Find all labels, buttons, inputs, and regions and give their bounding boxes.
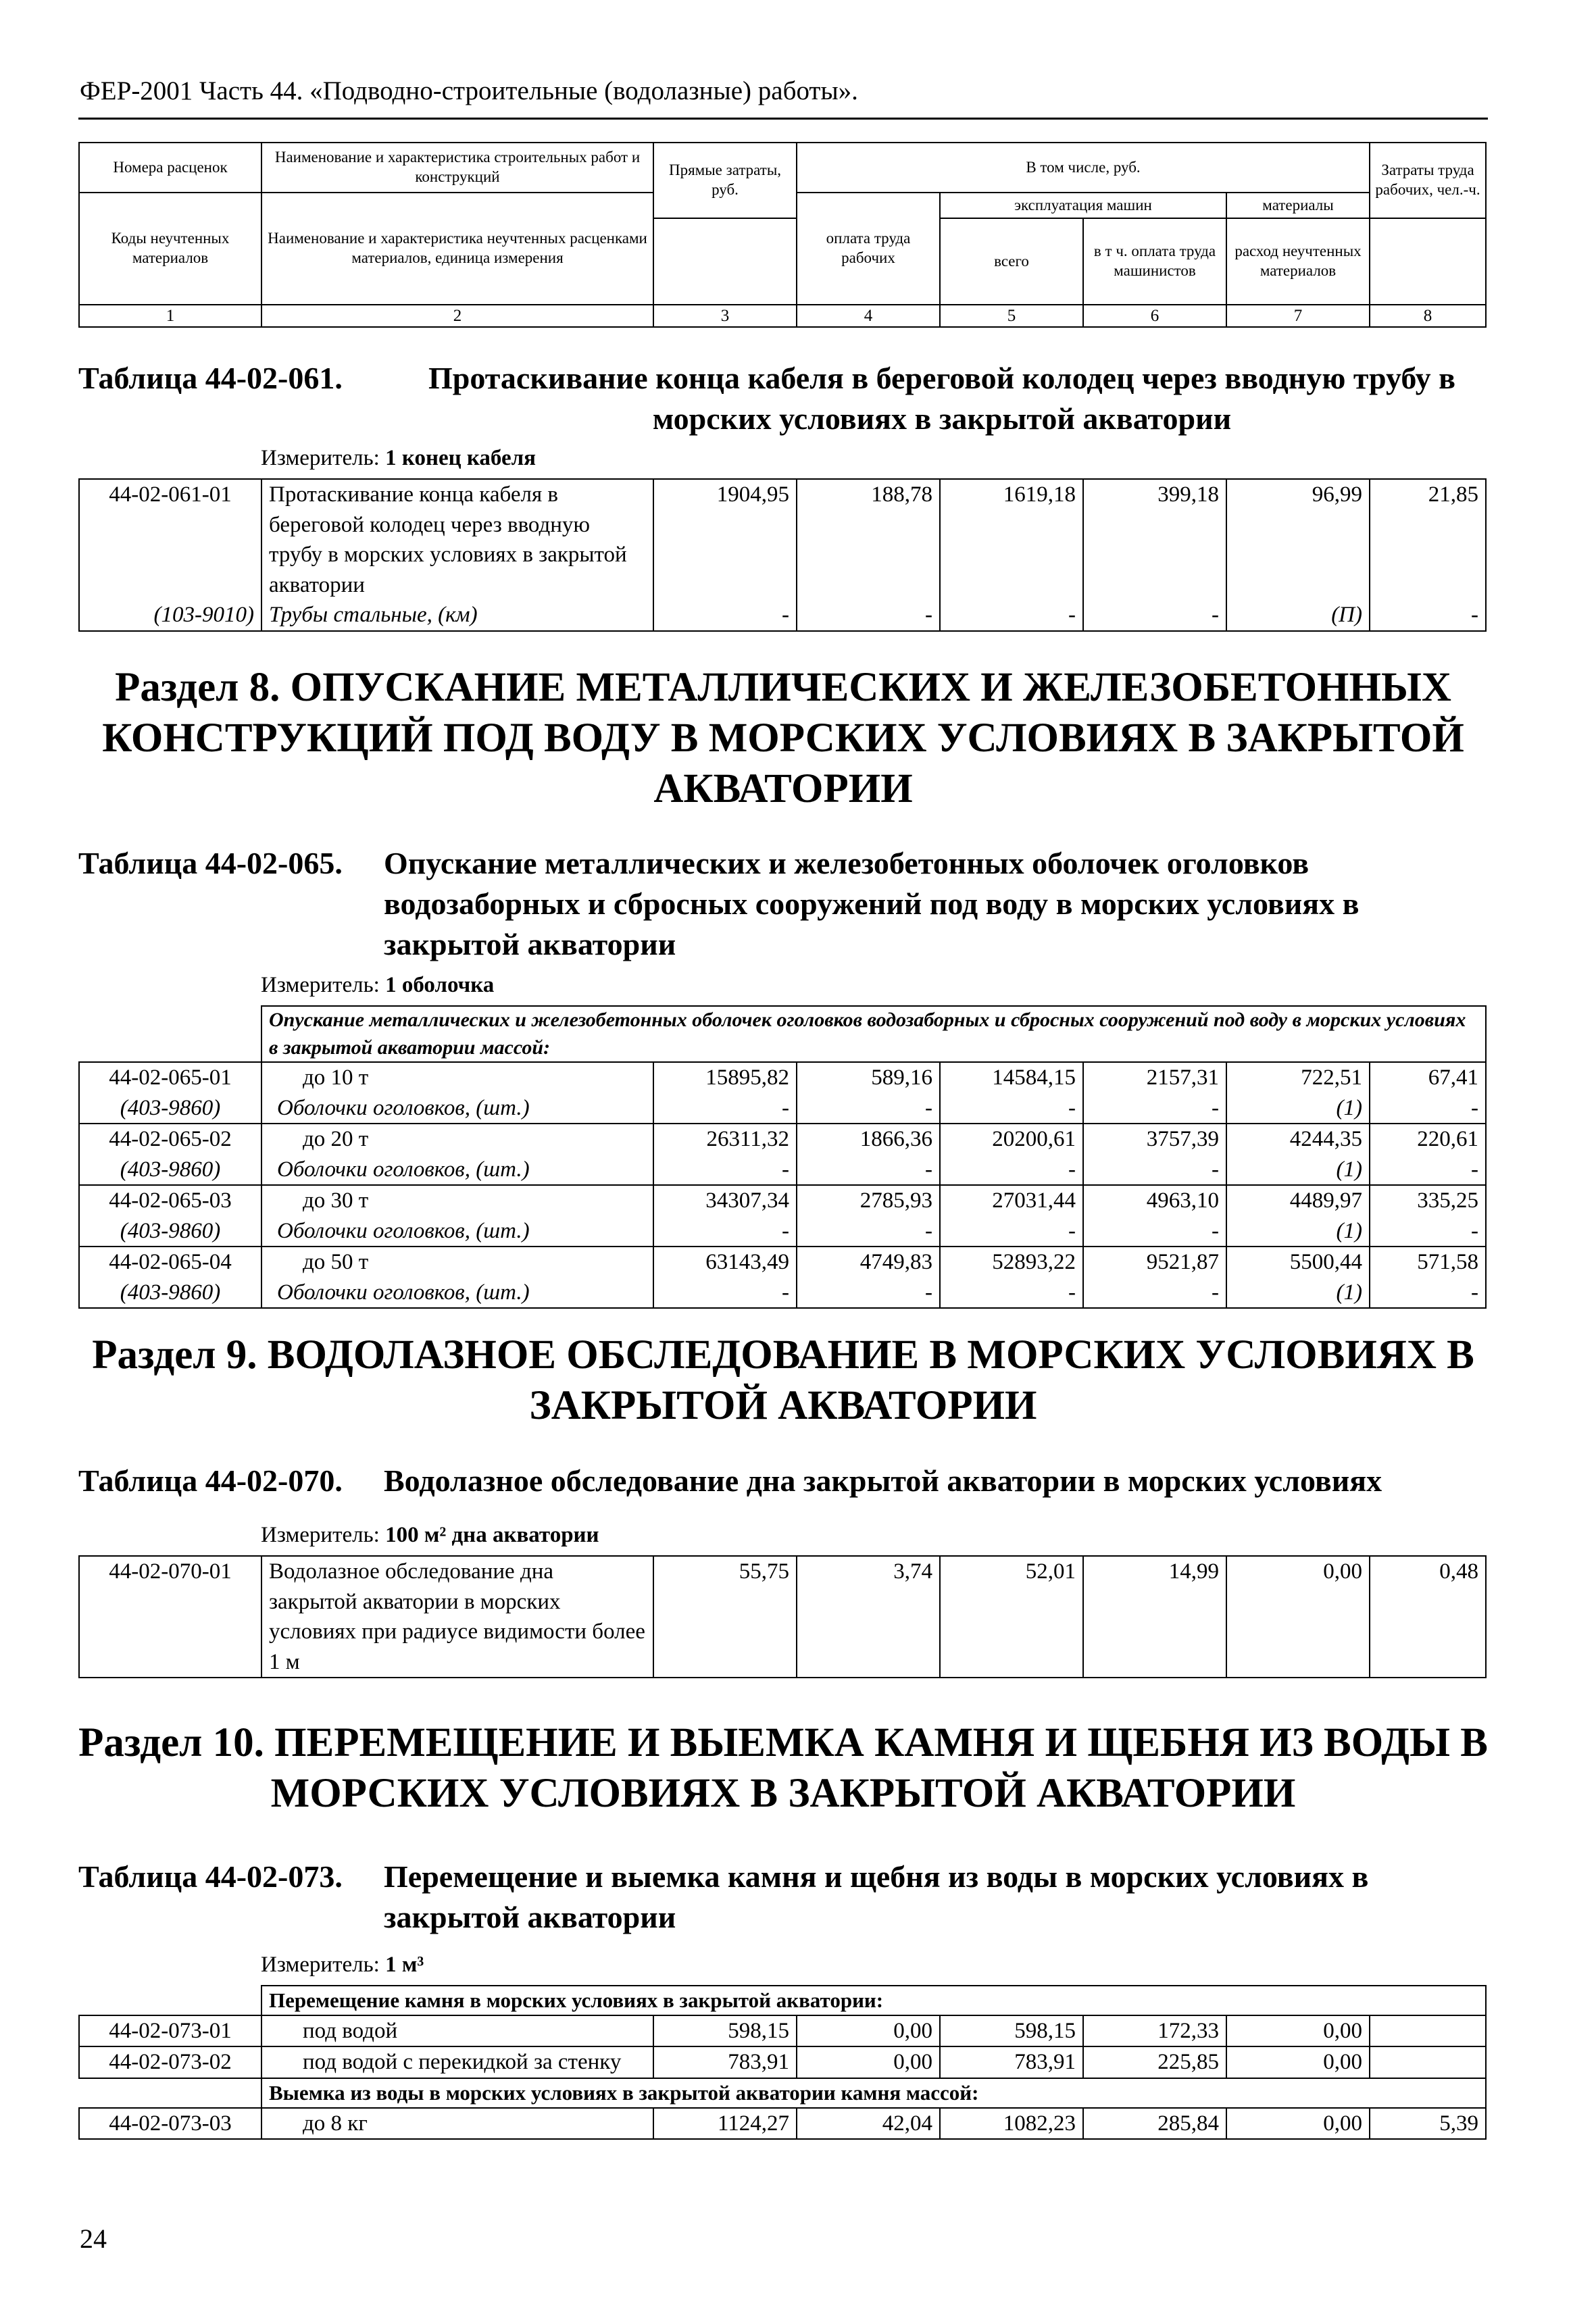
- table-row: [79, 1124, 1486, 1155]
- value-materials: (1): [1226, 1216, 1370, 1247]
- value-machinists: 4963,10: [1083, 1185, 1226, 1216]
- material-code: (403-9860): [79, 1216, 261, 1247]
- value-labor-costs: 335,25: [1370, 1185, 1486, 1216]
- value-machinists: -: [1083, 1155, 1226, 1186]
- material-code: (103-9010): [79, 600, 261, 631]
- column-number: 4: [797, 305, 940, 327]
- value-machines: 783,91: [940, 2046, 1083, 2078]
- table-065-title: Опускание металлических и железобетонных оболочек оголовков водозаборных и сбросных сооружений под воду в морских условиях в закрытой акватории: [384, 846, 1360, 961]
- value-machinists: 225,85: [1083, 2046, 1226, 2078]
- value-labor-pay: -: [797, 1155, 940, 1186]
- header-machinists: в т ч. оплата труда машинистов: [1083, 218, 1226, 305]
- column-header-table: [78, 142, 1487, 328]
- section-9-title: Раздел 9. ВОДОЛАЗНОЕ ОБСЛЕДОВАНИЕ В МОРСКИХ УСЛОВИЯХ В ЗАКРЫТОЙ АКВАТОРИИ: [92, 1332, 1474, 1429]
- value-machinists: 399,18: [1083, 479, 1226, 600]
- column-number: 1: [79, 305, 261, 327]
- value-labor-costs: 571,58: [1370, 1247, 1486, 1278]
- table-065: [78, 1005, 1487, 1309]
- table-row: [79, 2046, 1486, 2078]
- value-direct: 55,75: [653, 1556, 797, 1678]
- column-number: 5: [940, 305, 1083, 327]
- table-row: [79, 1247, 1486, 1278]
- value-materials: (1): [1226, 1093, 1370, 1124]
- value-labor-costs: -: [1370, 1093, 1486, 1124]
- table-073-caption: [78, 1857, 1491, 1938]
- value-labor-pay: -: [797, 1216, 940, 1247]
- header-machines: эксплуатация машин: [940, 193, 1226, 218]
- table-070-caption: [78, 1461, 1491, 1501]
- rate-code: 44-02-065-04: [79, 1247, 261, 1278]
- work-name: Протаскивание конца кабеля в береговой колодец через вводную трубу в морских условиях в закрытой акватории: [261, 479, 653, 600]
- measure-label: Измеритель:: [261, 973, 380, 997]
- value-labor-pay: 2785,93: [797, 1185, 940, 1216]
- work-name: Водолазное обследование дна закрытой акватории в морских условиях при радиусе видимости более 1 м: [261, 1556, 653, 1678]
- value-machines: 20200,61: [940, 1124, 1083, 1155]
- table-073: [78, 1985, 1487, 2140]
- value-machinists: 14,99: [1083, 1556, 1226, 1678]
- value-machines: -: [940, 1093, 1083, 1124]
- value-direct: -: [653, 1093, 797, 1124]
- table-061-title: Протаскивание конца кабеля в береговой колодец через вводную трубу в морских условиях в закрытой акватории: [428, 361, 1455, 436]
- measure-value: 100 м² дна акватории: [385, 1523, 599, 1547]
- value-machinists: -: [1083, 1093, 1226, 1124]
- table-073-label: Таблица 44-02-073.: [78, 1859, 343, 1894]
- material-name: Оболочки оголовков, (шт.): [261, 1155, 653, 1186]
- value-direct: -: [653, 600, 797, 631]
- value-machines: 14584,15: [940, 1062, 1083, 1093]
- header-materials: материалы: [1226, 193, 1370, 218]
- rate-code: 44-02-073-01: [79, 2015, 261, 2047]
- value-labor-pay: 0,00: [797, 2015, 940, 2047]
- table-row: [79, 1216, 1486, 1247]
- work-name: до 8 кг: [261, 2108, 653, 2140]
- value-labor-pay: -: [797, 1093, 940, 1124]
- table-061-measure: [261, 446, 536, 471]
- section-10-title: Раздел 10. ПЕРЕМЕЩЕНИЕ И ВЫЕМКА КАМНЯ И ЩЕБНЯ ИЗ ВОДЫ В МОРСКИХ УСЛОВИЯХ В ЗАКРЫТОЙ АКВАТОРИИ: [78, 1720, 1488, 1817]
- value-labor-pay: 3,74: [797, 1556, 940, 1678]
- work-name: до 30 т: [261, 1185, 653, 1216]
- value-machinists: 172,33: [1083, 2015, 1226, 2047]
- table-073-measure: [261, 1953, 424, 1978]
- value-materials: (1): [1226, 1155, 1370, 1186]
- value-labor-costs: -: [1370, 1278, 1486, 1309]
- value-machinists: 285,84: [1083, 2108, 1226, 2140]
- table-row: [79, 2015, 1486, 2047]
- measure-label: Измеритель:: [261, 1953, 380, 1977]
- table-065-body: [79, 1062, 1486, 1308]
- table-070-title: Водолазное обследование дна закрытой акватории в морских условиях: [384, 1463, 1382, 1498]
- value-labor-costs: [1370, 2046, 1486, 2078]
- work-name: под водой с перекидкой за стенку: [261, 2046, 653, 2078]
- value-labor-pay: 1866,36: [797, 1124, 940, 1155]
- section-8-title: Раздел 8. ОПУСКАНИЕ МЕТАЛЛИЧЕСКИХ И ЖЕЛЕЗОБЕТОННЫХ КОНСТРУКЦИЙ ПОД ВОДУ В МОРСКИХ УСЛОВИЯХ В ЗАКРЫТОЙ АКВАТОРИИ: [102, 665, 1464, 812]
- page-header: ФЕР-2001 Часть 44. «Подводно-строительные (водолазные) работы».: [80, 76, 858, 105]
- group-heading: Выемка из воды в морских условиях в закрытой акватории камня массой:: [261, 2078, 1486, 2108]
- column-number: 6: [1083, 305, 1226, 327]
- header-name-bottom: Наименование и характеристика неучтенных расценками материалов, единица измерения: [261, 193, 653, 305]
- page-number: 24: [80, 2223, 107, 2254]
- value-labor-costs: 21,85: [1370, 479, 1486, 600]
- value-machines: 27031,44: [940, 1185, 1083, 1216]
- material-name: Оболочки оголовков, (шт.): [261, 1278, 653, 1309]
- table-065-caption: [78, 843, 1491, 964]
- value-direct: -: [653, 1155, 797, 1186]
- value-machines: 598,15: [940, 2015, 1083, 2047]
- value-labor-costs: 0,48: [1370, 1556, 1486, 1678]
- table-061: [78, 478, 1487, 632]
- header-unaccounted: расход неучтенных материалов: [1226, 218, 1370, 305]
- header-direct-costs-cont: [653, 218, 797, 305]
- table-row: [79, 1093, 1486, 1124]
- header-labor-costs-cont: [1370, 218, 1486, 305]
- table-070-measure: [261, 1523, 599, 1548]
- value-machinists: -: [1083, 600, 1226, 631]
- table-065-label: Таблица 44-02-065.: [78, 846, 343, 880]
- value-direct: 26311,32: [653, 1124, 797, 1155]
- value-labor-pay: 4749,83: [797, 1247, 940, 1278]
- rate-code: 44-02-065-03: [79, 1185, 261, 1216]
- value-materials: (1): [1226, 1278, 1370, 1309]
- value-machines: -: [940, 600, 1083, 631]
- value-machinists: -: [1083, 1278, 1226, 1309]
- header-total: всего: [940, 218, 1083, 305]
- header-including: В том числе, руб.: [797, 143, 1370, 193]
- table-row: [79, 1278, 1486, 1309]
- column-number: 2: [261, 305, 653, 327]
- table-row: [79, 2108, 1486, 2140]
- value-labor-costs: 220,61: [1370, 1124, 1486, 1155]
- value-machines: 52893,22: [940, 1247, 1083, 1278]
- value-labor-costs: -: [1370, 1216, 1486, 1247]
- value-labor-pay: 42,04: [797, 2108, 940, 2140]
- measure-value: 1 оболочка: [385, 973, 495, 997]
- rate-code: 44-02-073-02: [79, 2046, 261, 2078]
- value-machines: 1082,23: [940, 2108, 1083, 2140]
- rate-code: 44-02-061-01: [79, 479, 261, 600]
- rate-code: 44-02-065-02: [79, 1124, 261, 1155]
- value-materials: 4489,97: [1226, 1185, 1370, 1216]
- value-labor-costs: 5,39: [1370, 2108, 1486, 2140]
- work-name: до 10 т: [261, 1062, 653, 1093]
- table-061-caption: [78, 358, 1491, 439]
- measure-label: Измеритель:: [261, 1523, 380, 1547]
- table-row: [79, 1185, 1486, 1216]
- work-name: под водой: [261, 2015, 653, 2047]
- value-direct: -: [653, 1216, 797, 1247]
- value-machinists: 2157,31: [1083, 1062, 1226, 1093]
- value-labor-pay: -: [797, 600, 940, 631]
- material-name: Оболочки оголовков, (шт.): [261, 1216, 653, 1247]
- group-heading: Перемещение камня в морских условиях в закрытой акватории:: [261, 1986, 1486, 2015]
- value-materials: 0,00: [1226, 2015, 1370, 2047]
- value-direct: 15895,82: [653, 1062, 797, 1093]
- material-name: Трубы стальные, (км): [261, 600, 653, 631]
- value-direct: 63143,49: [653, 1247, 797, 1278]
- value-labor-pay: 0,00: [797, 2046, 940, 2078]
- column-number: 3: [653, 305, 797, 327]
- material-code: (403-9860): [79, 1155, 261, 1186]
- value-machines: 52,01: [940, 1556, 1083, 1678]
- measure-value: 1 м³: [385, 1953, 424, 1977]
- value-labor-pay: 188,78: [797, 479, 940, 600]
- value-materials: 0,00: [1226, 2108, 1370, 2140]
- rate-code: 44-02-065-01: [79, 1062, 261, 1093]
- value-materials: 4244,35: [1226, 1124, 1370, 1155]
- header-labor-costs: Затраты труда рабочих, чел.-ч.: [1370, 143, 1486, 218]
- table-row: [79, 1062, 1486, 1093]
- rate-code: 44-02-070-01: [79, 1556, 261, 1678]
- value-machines: -: [940, 1155, 1083, 1186]
- value-direct: 1904,95: [653, 479, 797, 600]
- measure-label: Измеритель:: [261, 446, 380, 470]
- table-row: [79, 600, 1486, 631]
- value-direct: 783,91: [653, 2046, 797, 2078]
- table-row: [79, 479, 1486, 600]
- measure-value: 1 конец кабеля: [385, 446, 536, 470]
- rate-code: 44-02-073-03: [79, 2108, 261, 2140]
- value-direct: 34307,34: [653, 1185, 797, 1216]
- value-machines: 1619,18: [940, 479, 1083, 600]
- header-direct-costs: Прямые затраты, руб.: [653, 143, 797, 218]
- material-name: Оболочки оголовков, (шт.): [261, 1093, 653, 1124]
- table-row: [79, 1556, 1486, 1678]
- table-061-label: Таблица 44-02-061.: [78, 361, 343, 395]
- table-070: [78, 1555, 1487, 1678]
- value-direct: 1124,27: [653, 2108, 797, 2140]
- table-070-label: Таблица 44-02-070.: [78, 1463, 343, 1498]
- value-labor-costs: [1370, 2015, 1486, 2047]
- value-direct: 598,15: [653, 2015, 797, 2047]
- table-row: [79, 1155, 1486, 1186]
- material-code: (403-9860): [79, 1093, 261, 1124]
- value-labor-costs: 67,41: [1370, 1062, 1486, 1093]
- value-direct: -: [653, 1278, 797, 1309]
- value-labor-costs: -: [1370, 1155, 1486, 1186]
- value-materials: 96,99: [1226, 479, 1370, 600]
- value-machinists: -: [1083, 1216, 1226, 1247]
- header-name-top: Наименование и характеристика строительных работ и конструкций: [261, 143, 653, 193]
- group-heading: Опускание металлических и железобетонных оболочек оголовков водозаборных и сбросных сооружений под воду в морских условиях в закрытой акватории массой:: [261, 1006, 1486, 1062]
- value-machinists: 9521,87: [1083, 1247, 1226, 1278]
- header-codes-top: Номера расценок: [79, 143, 261, 193]
- table-073-title: Перемещение и выемка камня и щебня из воды в морских условиях в закрытой акватории: [384, 1859, 1369, 1934]
- header-divider: [78, 118, 1488, 120]
- value-materials: 722,51: [1226, 1062, 1370, 1093]
- value-labor-costs: -: [1370, 600, 1486, 631]
- column-number: 7: [1226, 305, 1370, 327]
- value-machines: -: [940, 1216, 1083, 1247]
- value-materials: (П): [1226, 600, 1370, 631]
- header-labor-pay: оплата труда рабочих: [797, 193, 940, 305]
- work-name: до 50 т: [261, 1247, 653, 1278]
- column-number: 8: [1370, 305, 1486, 327]
- value-labor-pay: 589,16: [797, 1062, 940, 1093]
- value-labor-pay: -: [797, 1278, 940, 1309]
- work-name: до 20 т: [261, 1124, 653, 1155]
- value-materials: 5500,44: [1226, 1247, 1370, 1278]
- material-code: (403-9860): [79, 1278, 261, 1309]
- value-materials: 0,00: [1226, 1556, 1370, 1678]
- value-machinists: 3757,39: [1083, 1124, 1226, 1155]
- header-codes-bottom: Коды неучтенных материалов: [79, 193, 261, 305]
- table-065-measure: [261, 973, 494, 998]
- value-materials: 0,00: [1226, 2046, 1370, 2078]
- value-machines: -: [940, 1278, 1083, 1309]
